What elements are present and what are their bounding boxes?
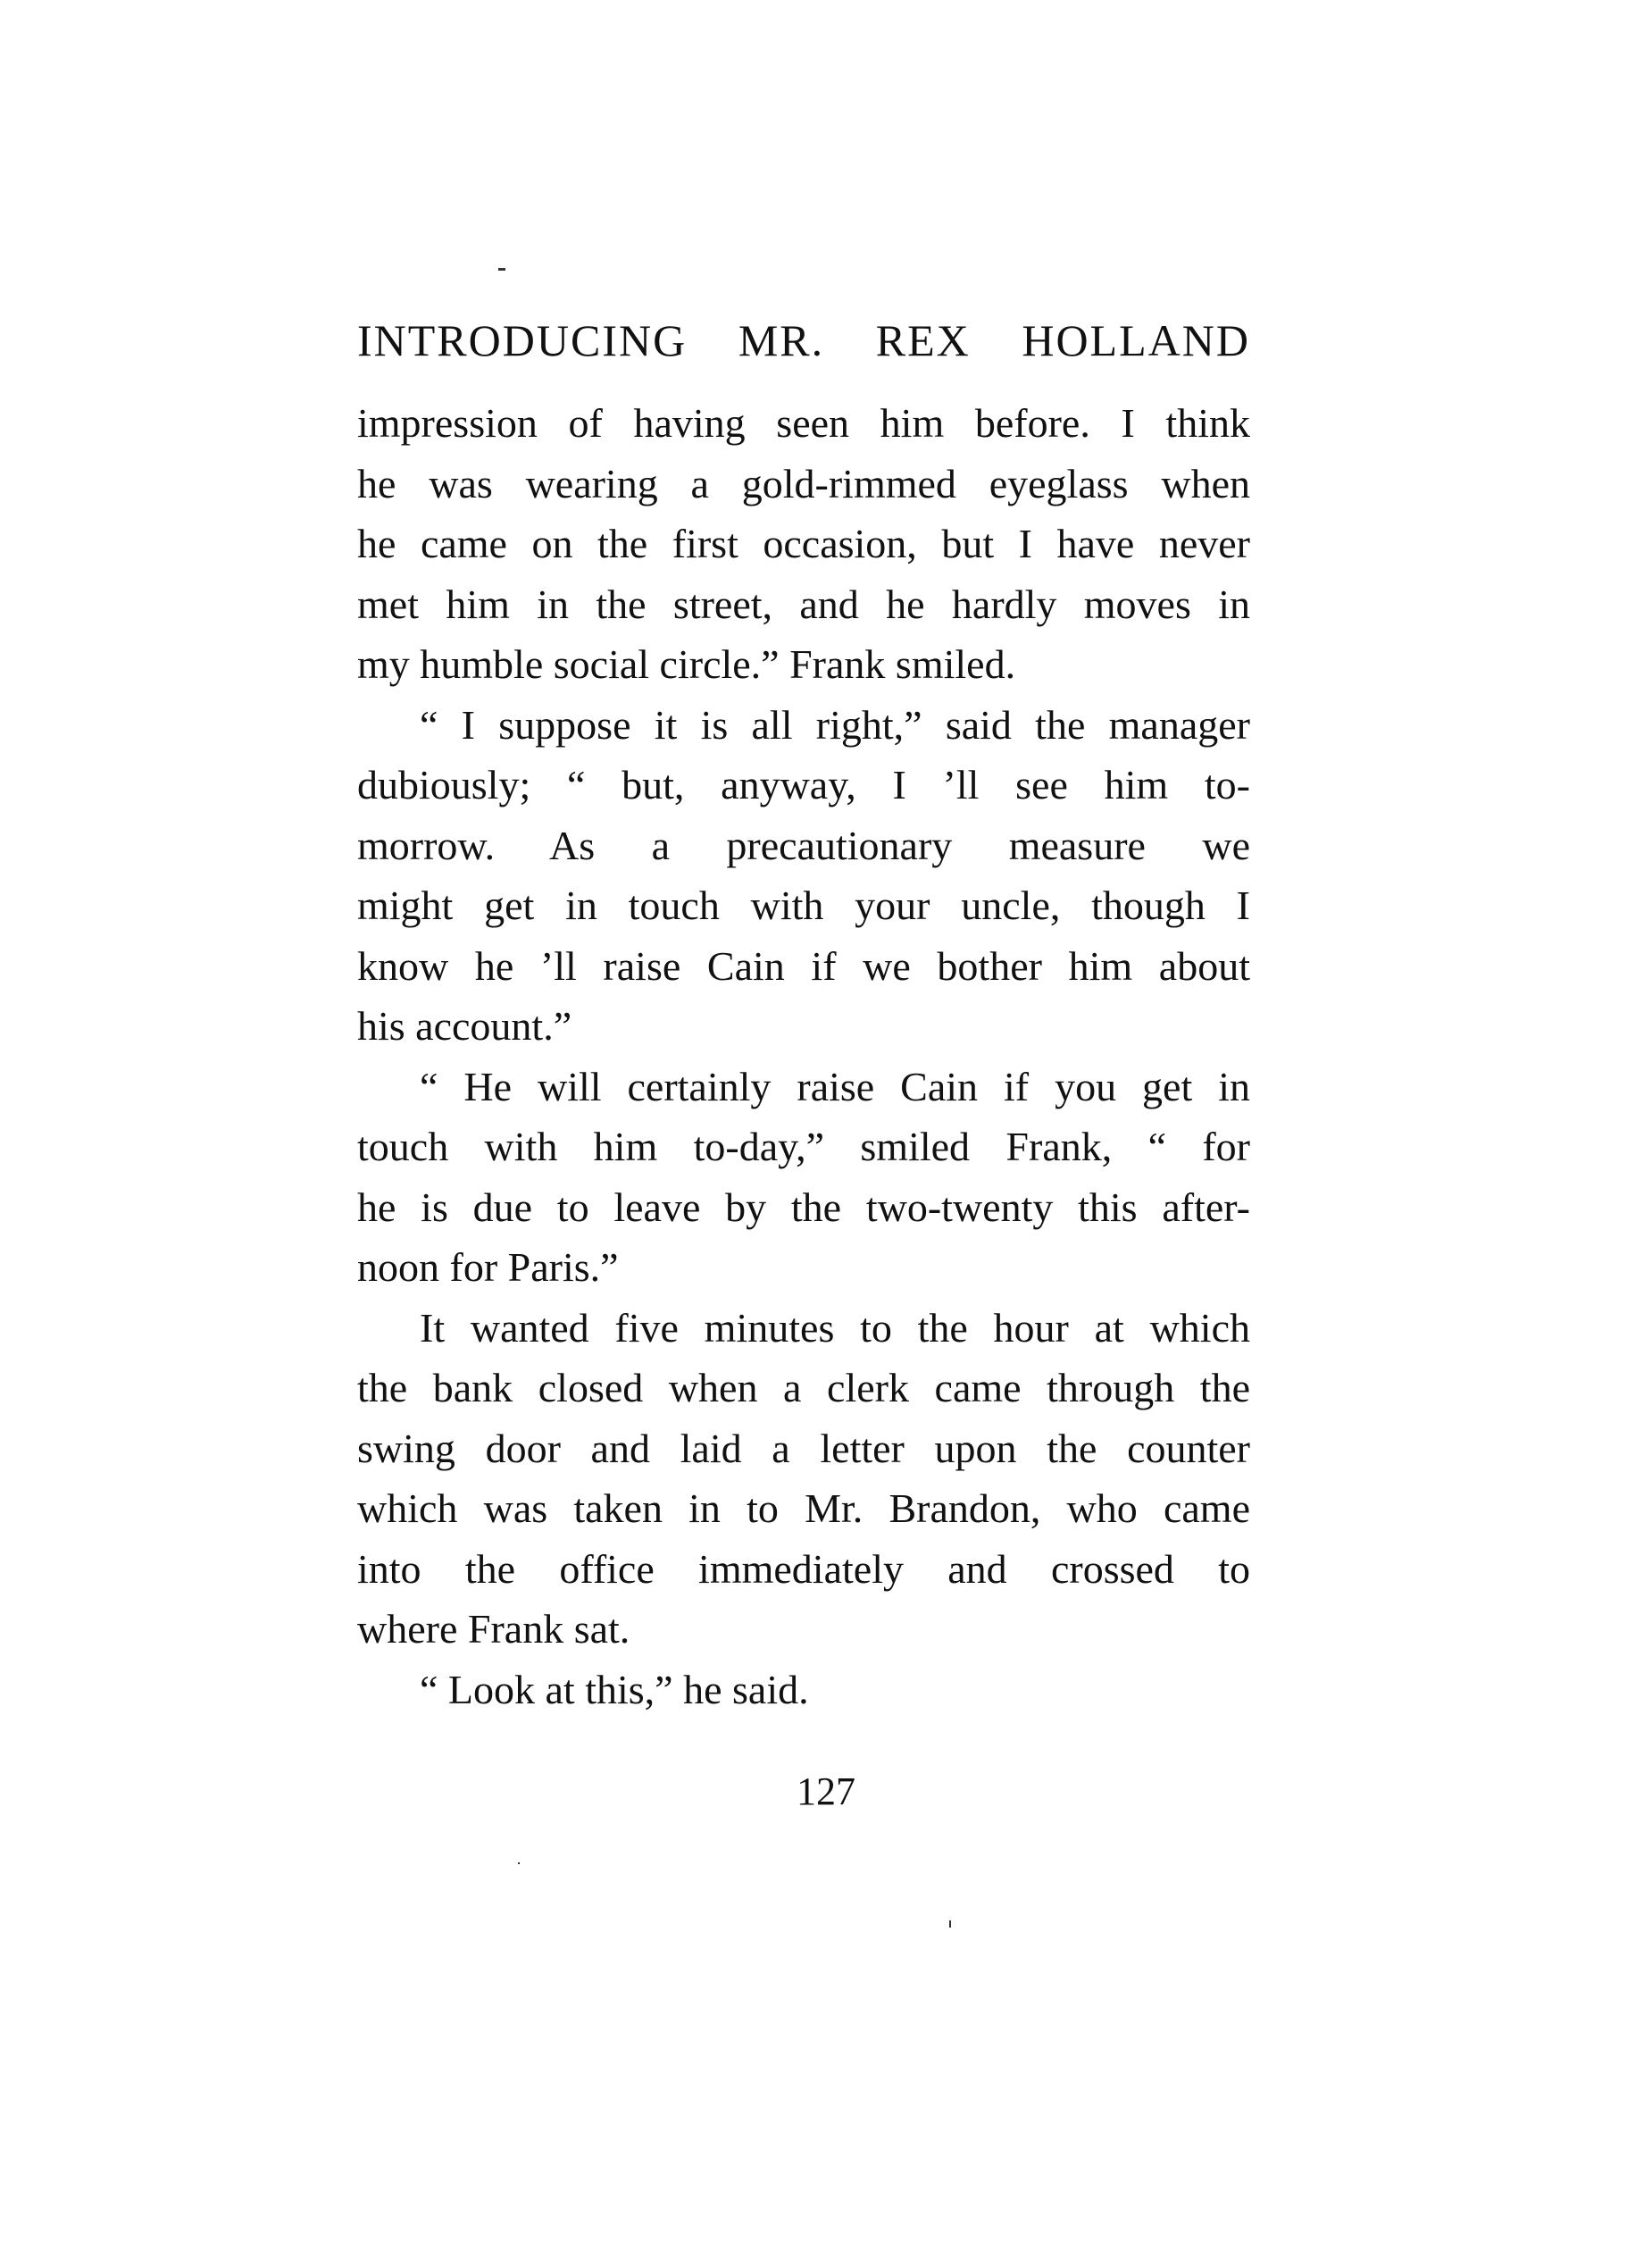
text-line: might get in touch with your uncle, though I (357, 883, 1250, 928)
body-text (357, 393, 1250, 1719)
text-line: morrow. As a precautionary measure we (357, 822, 1250, 868)
running-head-word: INTRODUCING (357, 315, 688, 365)
scan-speck (949, 1920, 951, 1928)
text-line: It wanted five minutes to the hour at which (420, 1304, 1250, 1351)
text-line: “ I suppose it is all right,” said the manager (420, 701, 1250, 748)
text-line: noon for Paris.” (357, 1244, 619, 1290)
text-line: dubiously; “ but, anyway, I ’ll see him to- (357, 762, 1250, 807)
text-line: touch with him to-day,” smiled Frank, “ for (357, 1124, 1250, 1169)
running-head-word: REX (875, 315, 971, 365)
paragraph (357, 695, 1250, 1057)
text-line: the bank closed when a clerk came through the (357, 1365, 1250, 1410)
text-line: his account.” (357, 1003, 572, 1049)
text-line: where Frank sat. (357, 1606, 630, 1652)
paragraph (357, 1298, 1250, 1660)
text-line: swing door and laid a letter upon the counter (357, 1425, 1250, 1471)
text-line: “ Look at this,” he said. (420, 1666, 809, 1712)
paragraph (357, 393, 1250, 695)
text-line: my humble social circle.” Frank smiled. (357, 641, 1016, 687)
scan-speck (518, 1862, 520, 1864)
paragraph (357, 1660, 1250, 1720)
text-line: met him in the street, and he hardly moves in (357, 581, 1250, 627)
text-line: impression of having seen him before. I think (357, 400, 1250, 446)
paragraph (357, 1057, 1250, 1298)
text-line: which was taken in to Mr. Brandon, who came (357, 1485, 1250, 1531)
text-line: he came on the first occasion, but I have never (357, 521, 1250, 566)
text-line: he is due to leave by the two-twenty this after- (357, 1184, 1250, 1230)
scan-speck (498, 268, 505, 271)
running-head-word: MR. (738, 315, 825, 365)
text-line: into the office immediately and crossed to (357, 1545, 1250, 1592)
text-line: he was wearing a gold-rimmed eyeglass when (357, 460, 1250, 506)
running-head (357, 314, 1250, 366)
text-line: “ He will certainly raise Cain if you get in (420, 1063, 1250, 1109)
running-head-word: HOLLAND (1022, 315, 1250, 365)
page-number: 127 (797, 1769, 855, 1813)
text-line: know he ’ll raise Cain if we bother him about (357, 942, 1250, 989)
